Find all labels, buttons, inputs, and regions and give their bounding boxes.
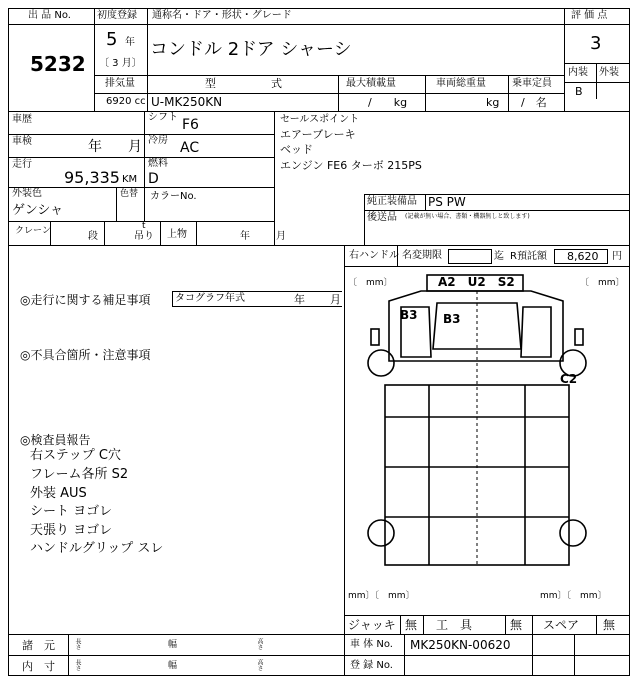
- score-line: [564, 63, 630, 64]
- equip-divider: [364, 194, 365, 245]
- header-col-a: [338, 75, 339, 111]
- crane-ton: t: [142, 221, 146, 231]
- tools-value: 無: [510, 618, 523, 632]
- interior-label: 内装: [568, 67, 588, 78]
- handle-value: 右ハンドル: [349, 250, 399, 261]
- recycle-label: R預託額: [510, 251, 547, 262]
- crane-divider-2: [104, 221, 105, 245]
- equipment-label: 純正装備品: [367, 196, 417, 207]
- model-value: U-MK250KN: [151, 95, 223, 109]
- tacho-label: タコグラフ年式: [175, 293, 245, 304]
- info-line-3: [8, 187, 274, 188]
- name-change-suffix: 迄: [494, 251, 504, 262]
- recycle-amount: 8,620: [567, 250, 599, 263]
- equip-line: [364, 194, 630, 195]
- crane-divider-1: [50, 221, 51, 245]
- equip-divider-2: [425, 194, 426, 210]
- upper-year: 年: [240, 231, 250, 242]
- truck-diagram: [345, 267, 629, 613]
- tools-label: 工 具: [436, 618, 473, 632]
- tools-line-bottom: [8, 634, 630, 635]
- tools-div-3: [505, 615, 506, 634]
- mileage-value: 95,335: [64, 168, 120, 187]
- info-divider-mid: [144, 111, 145, 221]
- footer-div-1: [68, 634, 69, 676]
- color-no-label: 色替: [120, 189, 139, 199]
- car-name: コンドル 2ドア シャーシ: [150, 39, 352, 60]
- car-name-label: 通称名・ドア・形状・グレード: [152, 10, 292, 21]
- footer-div-4: [532, 634, 533, 676]
- chassis-label: 車 体 No.: [350, 639, 393, 650]
- inspector-line-6: ハンドルグリップ スレ: [30, 541, 164, 556]
- delivery-note: (記載が無い場合、書類・機器無しと致します): [405, 213, 530, 220]
- chassis-no: MK250KN-00620: [410, 638, 511, 652]
- gross-weight-value: kg: [486, 96, 500, 109]
- sales-point-line-1: エアーブレーキ: [280, 128, 356, 141]
- interior-grade: B: [575, 85, 583, 98]
- lot-number: 5232: [30, 52, 86, 76]
- displacement-label: 排気量: [105, 78, 135, 89]
- crane-divider-4: [196, 221, 197, 245]
- sales-point-line-2: ベッド: [280, 143, 313, 156]
- tacho-year: 年: [294, 293, 305, 306]
- delivery-label: 後送品: [367, 212, 397, 223]
- footer-div-5: [574, 634, 575, 676]
- inspection-month: 月: [128, 139, 142, 155]
- diagram-mark-1: B3: [400, 308, 418, 322]
- name-change-label: 名変期限: [402, 250, 442, 261]
- sales-point-label: セールスポイント: [280, 114, 360, 125]
- exterior-label: 外装: [599, 67, 619, 78]
- spare-value: 無: [603, 618, 616, 632]
- length-label-2: 長さ: [74, 659, 81, 671]
- inspector-line-5: 天張り ヨゴレ: [30, 523, 113, 538]
- dim-label-1: 諸 元: [22, 639, 55, 652]
- width-label-2: 幅: [168, 661, 178, 671]
- diagram-mm-bl: mm〕〔 mm〕: [348, 591, 415, 601]
- wheel-rear-left: [368, 520, 394, 546]
- fuel-label: 燃料: [148, 158, 168, 169]
- tacho-month: 月: [330, 293, 341, 306]
- inspection-year: 年: [88, 139, 102, 155]
- footer-div-3: [404, 634, 405, 676]
- info-line-5: [8, 245, 630, 246]
- driving-notes-label: ◎走行に関する補足事項: [20, 293, 151, 307]
- height-label-2: 高さ: [256, 659, 263, 671]
- width-label-1: 幅: [168, 640, 178, 650]
- height-label-1: 高さ: [256, 638, 263, 650]
- first-reg-month: 〔 3 月〕: [99, 58, 142, 69]
- diagram-mm-tr: 〔 mm〕: [580, 278, 625, 288]
- crane-stage: 段: [88, 231, 98, 242]
- reg-label: 登 録 No.: [350, 660, 393, 671]
- max-load-label: 最大積載量: [346, 78, 396, 89]
- equip-line-2: [364, 210, 630, 211]
- crane-divider-3: [160, 221, 161, 245]
- cab-outline: [389, 291, 563, 361]
- equipment-value: PS PW: [428, 195, 466, 209]
- inspector-line-3: 外装 AUS: [30, 486, 87, 501]
- info-line-4: [8, 221, 274, 222]
- header-col-b: [425, 75, 426, 111]
- color-label: 外装色: [12, 188, 42, 199]
- score-line-2: [564, 82, 630, 83]
- header-line-1: [8, 24, 630, 25]
- status-div-1: [397, 245, 398, 266]
- tools-div-1: [400, 615, 401, 634]
- tools-div-5: [596, 615, 597, 634]
- length-label-1: 長さ: [74, 638, 81, 650]
- sales-point-line-3: エンジン FE6 ターボ 215PS: [280, 159, 422, 172]
- mileage-label: 走行: [12, 159, 32, 170]
- footer-div-2: [344, 615, 345, 676]
- tools-line-top: [344, 615, 630, 616]
- capacity-value: / 名: [521, 96, 547, 109]
- dim-label-2: 内 寸: [22, 660, 55, 673]
- header-line-4: [8, 111, 630, 112]
- diagram-mark-3: C2: [560, 372, 578, 386]
- info-divider-main: [274, 111, 275, 245]
- tools-div-4: [532, 615, 533, 634]
- shift-value: F6: [182, 117, 199, 133]
- history-label: 車歴: [12, 114, 32, 125]
- spare-label: スペア: [543, 618, 580, 632]
- crane-lift: 吊り: [134, 231, 154, 242]
- jack-value: 無: [405, 618, 418, 632]
- color-value: ゲンシャ: [12, 203, 64, 218]
- mirror-right: [575, 329, 583, 345]
- first-reg-year-unit: 年: [125, 37, 135, 48]
- capacity-label: 乗車定員: [512, 78, 552, 89]
- inspector-line-2: フレーム各所 S2: [30, 467, 129, 482]
- recycle-unit: 円: [612, 251, 622, 262]
- fuel-value: D: [148, 171, 159, 187]
- inspector-line-4: シート ヨゴレ: [30, 504, 113, 519]
- crane-label: クレーン: [15, 226, 51, 236]
- diagram-top-codes: A2 U2 S2: [438, 275, 515, 289]
- diagram-mm-br: mm〕〔 mm〕: [540, 591, 607, 601]
- score-label: 評 価 点: [571, 10, 608, 21]
- diagram-mark-2: B3: [443, 312, 461, 326]
- score-value: 3: [590, 33, 602, 54]
- header-line-3: [94, 93, 564, 94]
- model-label: 型 式: [205, 77, 282, 90]
- wheel-front-left: [368, 350, 394, 376]
- displacement-value: 6920 cc: [106, 96, 146, 107]
- inspector-label: ◎検査員報告: [20, 433, 91, 447]
- ac-label: 冷房: [148, 135, 168, 146]
- diagram-mm-tl: 〔 mm〕: [348, 278, 393, 288]
- cab-right-door: [521, 307, 551, 357]
- shift-label: シフト: [148, 112, 178, 123]
- color-code-label: カラーNo.: [150, 191, 197, 202]
- max-load-value: / kg: [368, 96, 408, 109]
- color-divider: [116, 187, 117, 221]
- header-col-c: [508, 75, 509, 111]
- mileage-unit: KM: [122, 174, 138, 185]
- gross-weight-label: 車両総重量: [436, 78, 486, 89]
- first-reg-year: 5: [106, 29, 118, 50]
- info-line-2: [8, 157, 274, 158]
- wheel-rear-right: [560, 520, 586, 546]
- mirror-left: [371, 329, 379, 345]
- header-line-2: [94, 75, 564, 76]
- score-divider: [596, 63, 597, 99]
- first-reg-label: 初度登録: [97, 10, 137, 21]
- inspection-label: 車検: [12, 136, 32, 147]
- inspector-line-1: 右ステップ C穴: [30, 448, 121, 463]
- upper-month: 月: [276, 231, 286, 242]
- tools-div-2: [423, 615, 424, 634]
- defects-label: ◎不具合箇所・注意事項: [20, 348, 151, 362]
- jack-label: ジャッキ: [348, 618, 396, 632]
- info-line-1: [8, 134, 274, 135]
- upper-label: 上物: [167, 229, 187, 240]
- footer-mid-line: [8, 655, 630, 656]
- lot-label: 出 品 No.: [28, 10, 71, 21]
- ac-value: AC: [180, 140, 200, 156]
- name-change-box: [448, 249, 492, 264]
